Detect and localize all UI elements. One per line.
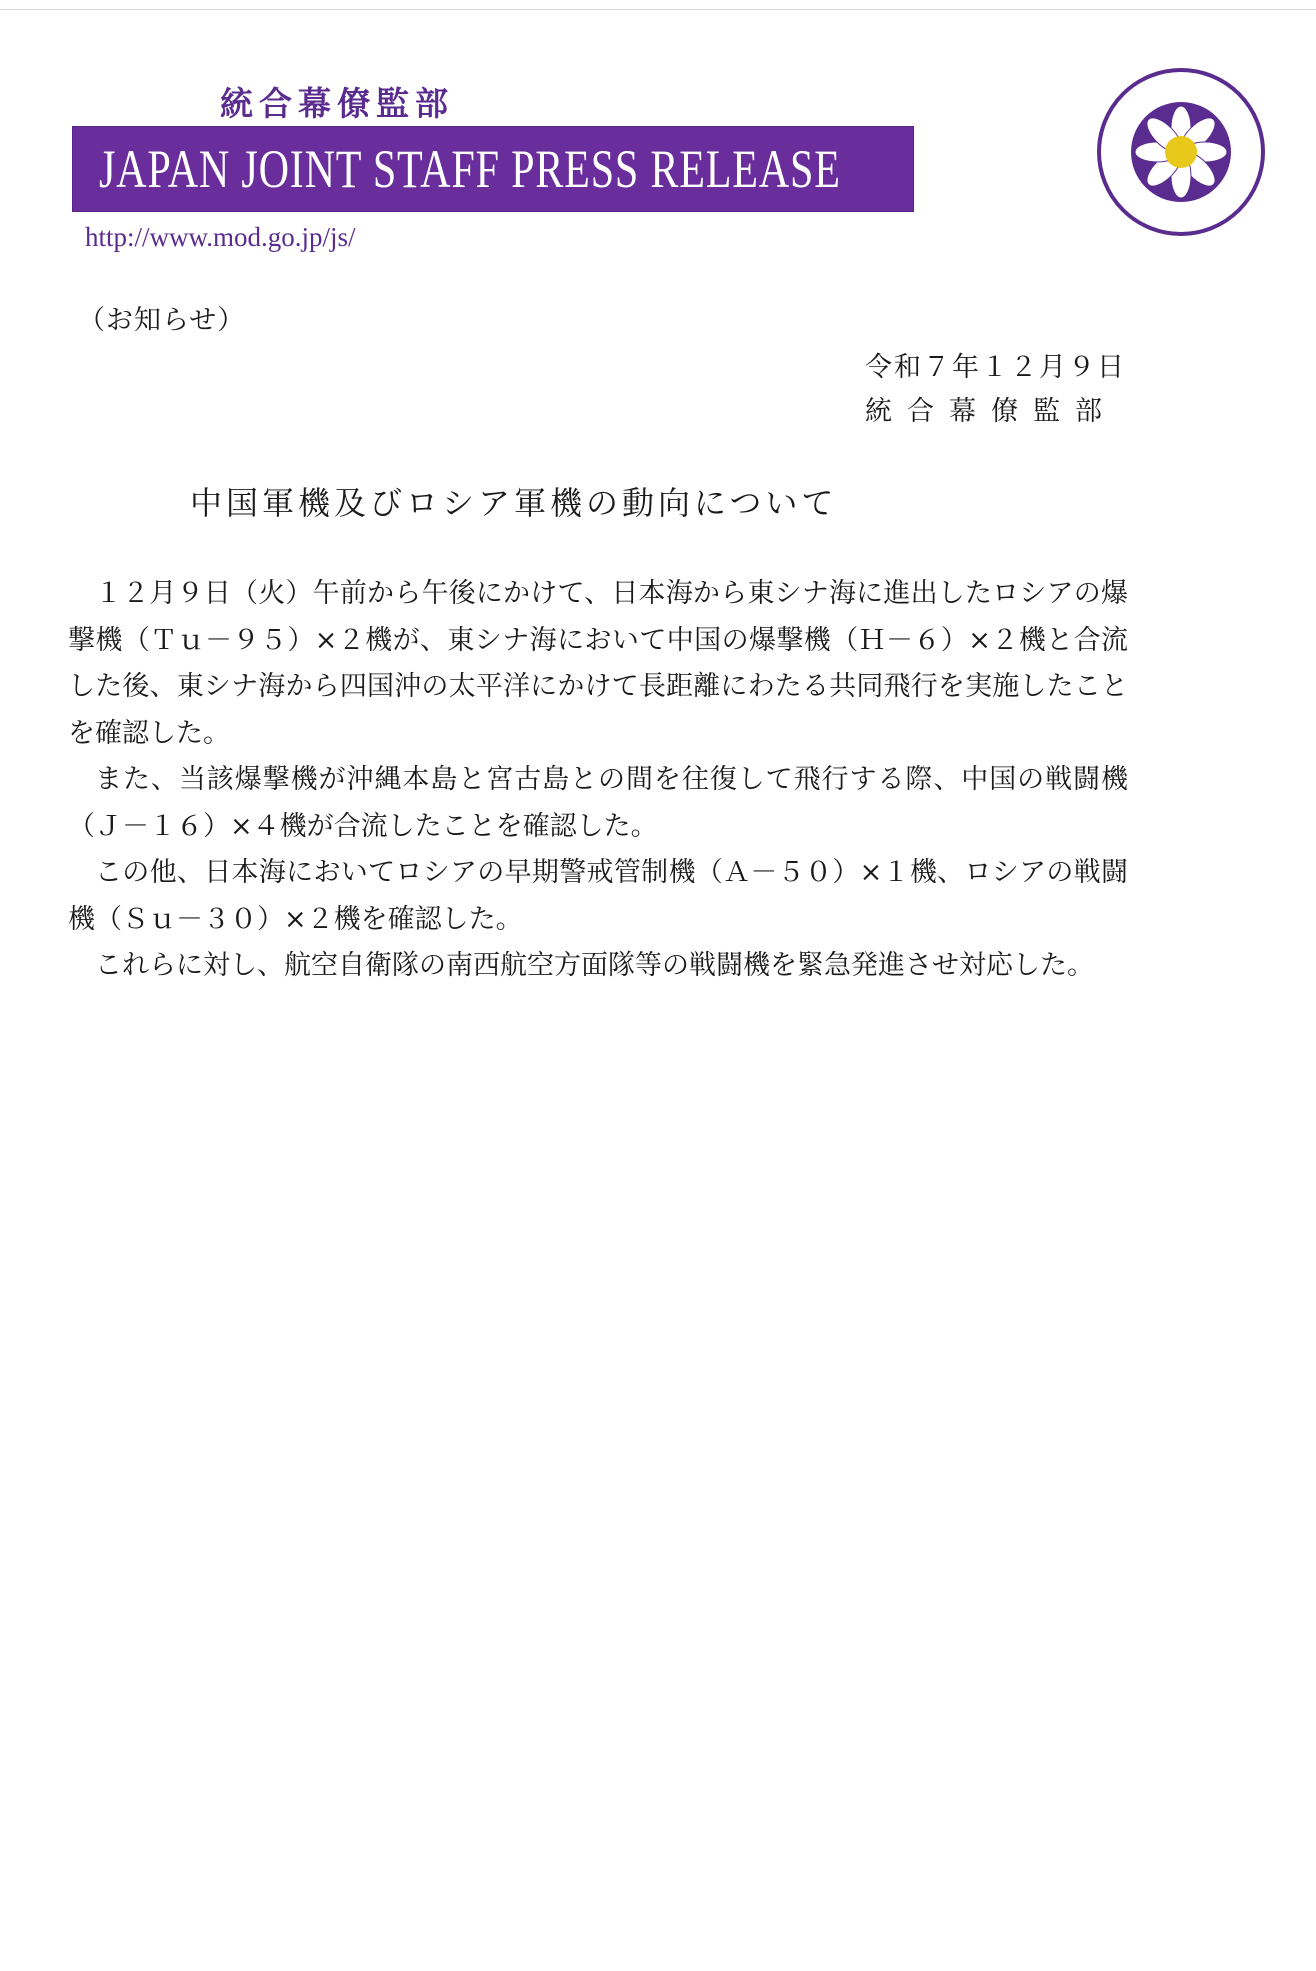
date-block — [865, 346, 1126, 434]
press-release-body — [68, 571, 1128, 990]
issue-date: 令和７年１２月９日 — [865, 352, 1126, 383]
top-rule — [0, 0, 1316, 10]
body-paragraph: この他、日本海においてロシアの早期警戒管制機（Ａ－５０）×１機、ロシアの戦闘機（Ｓｕ－３０）×２機を確認した。 — [68, 857, 1128, 935]
body-paragraph: また、当該爆撃機が沖縄本島と宮古島との間を往復して飛行する際、中国の戦闘機（Ｊ－１６）×４機が合流したことを確認した。 — [68, 764, 1128, 842]
notice-label: （お知らせ） — [78, 305, 246, 336]
press-release-title: 中国軍機及びロシア軍機の動向について — [190, 484, 838, 522]
body-paragraph: １２月９日（火）午前から午後にかけて、日本海から東シナ海に進出したロシアの爆撃機（Ｔｕ－９５）×２機が、東シナ海において中国の爆撃機（Ｈ－６）×２機と合流した後、東シナ海から四国沖の太平洋にかけて長距離にわたる共同飛行を実施したことを確認した。 — [68, 578, 1128, 749]
banner-title: JAPAN JOINT STAFF PRESS RELEASE — [99, 139, 841, 199]
joint-staff-seal-icon — [1095, 66, 1267, 238]
press-release-banner — [73, 127, 913, 211]
website-link[interactable]: http://www.mod.go.jp/js/ — [85, 222, 356, 252]
issuer-name: 統合幕僚監部 — [865, 396, 1117, 427]
org-name-jp: 統合幕僚監部 — [220, 84, 454, 123]
body-paragraph: これらに対し、航空自衛隊の南西航空方面隊等の戦闘機を緊急発進させ対応した。 — [95, 950, 1094, 981]
